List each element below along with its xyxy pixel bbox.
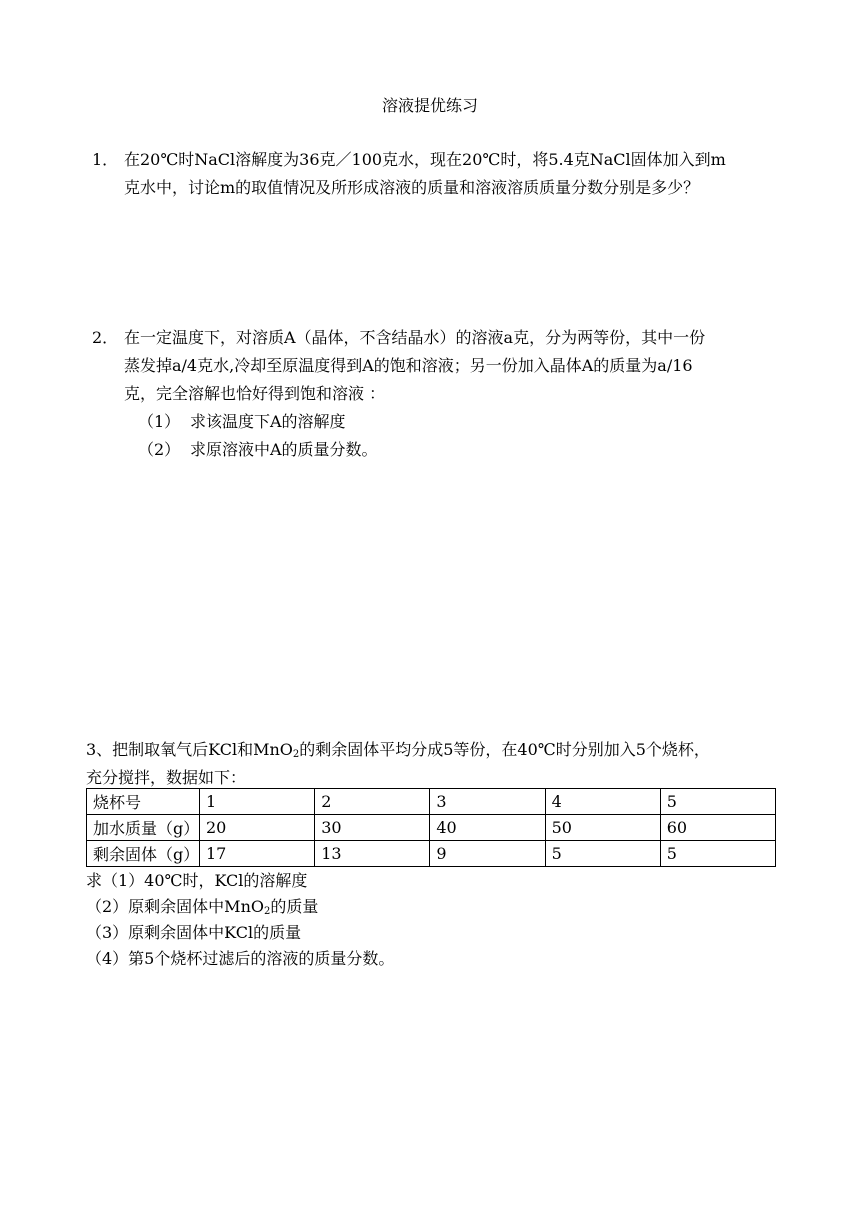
- table-cell: 60: [660, 815, 775, 841]
- question-3-ask-3: （3）原剩余固体中KCl的质量: [86, 923, 302, 942]
- question-2-line-3: 克，完全溶解也恰好得到饱和溶液 ：: [124, 384, 386, 403]
- question-3-ask-2: [86, 894, 786, 920]
- question-3-ask-2-subscript: 2: [264, 906, 271, 917]
- question-2-sub-1: [138, 408, 782, 436]
- question-2-sub-2-number: （2）: [138, 440, 181, 459]
- table-row: [87, 841, 776, 867]
- question-3-line-1: [86, 736, 786, 764]
- table-cell: 1: [200, 789, 315, 815]
- question-3-ask-4: （4）第5个烧杯过滤后的溶液的质量分数。: [86, 949, 395, 968]
- table-cell: 13: [315, 841, 430, 867]
- table-row: [87, 789, 776, 815]
- page-title: 溶液提优练习: [381, 96, 478, 115]
- table-cell: 3: [430, 789, 545, 815]
- data-table: [86, 788, 776, 867]
- question-3-asks: [86, 868, 786, 972]
- question-3-ask-2-text-b: 的质量: [270, 897, 319, 916]
- table-cell: 5: [660, 841, 775, 867]
- question-3-ask-2-text-a: （2）原剩余固体中MnO: [86, 897, 264, 916]
- table-row: [87, 815, 776, 841]
- table-cell: 加水质量（g）: [87, 815, 200, 841]
- table-cell: 2: [315, 789, 430, 815]
- question-3-ask-1: 求（1）40℃时，KCl的溶解度: [86, 871, 308, 890]
- table-cell: 17: [200, 841, 315, 867]
- question-2-sub-1-number: （1）: [138, 412, 181, 431]
- question-1-line-1: 在20℃时NaCl溶解度为36克／100克水，现在20℃时，将5.4克NaCl固体加入到m: [124, 150, 726, 169]
- question-3-line-1-text-b: 的剩余固体平均分成5等份，在40℃时分别加入5个烧杯，: [299, 740, 710, 759]
- question-2-sub-2: [138, 436, 782, 464]
- table-cell: 5: [545, 841, 660, 867]
- table-cell: 40: [430, 815, 545, 841]
- question-3-line-1-text-a: 3、把制取氧气后KCl和MnO: [86, 740, 293, 759]
- question-2-number: 2．: [92, 328, 119, 347]
- table-cell: 30: [315, 815, 430, 841]
- question-2-line-2: 蒸发掉a/4克水,冷却至原温度得到A的饱和溶液；另一份加入晶体A的质量为a/16: [124, 356, 693, 375]
- question-1-number: 1．: [92, 150, 119, 169]
- question-3-line-2: 充分搅拌，数据如下：: [86, 768, 247, 787]
- question-2: [92, 324, 782, 464]
- question-2-sub-1-text: 求该温度下A的溶解度: [190, 412, 346, 431]
- question-2-line-1: 在一定温度下，对溶质A（晶体，不含结晶水）的溶液a克，分为两等份，其中一份: [124, 328, 706, 347]
- table-cell: 5: [660, 789, 775, 815]
- question-1: [92, 146, 782, 202]
- table-cell: 9: [430, 841, 545, 867]
- table-cell: 剩余固体（g）: [87, 841, 200, 867]
- question-3-line-1-subscript: 2: [292, 749, 300, 760]
- question-3: [86, 736, 786, 792]
- table-cell: 50: [545, 815, 660, 841]
- question-2-sub-2-text: 求原溶液中A的质量分数。: [190, 440, 378, 459]
- question-1-line-2: 克水中，讨论m的取值情况及所形成溶液的质量和溶液溶质质量分数分别是多少？: [124, 178, 700, 197]
- table-cell: 烧杯号: [87, 789, 200, 815]
- table-cell: 4: [545, 789, 660, 815]
- table-cell: 20: [200, 815, 315, 841]
